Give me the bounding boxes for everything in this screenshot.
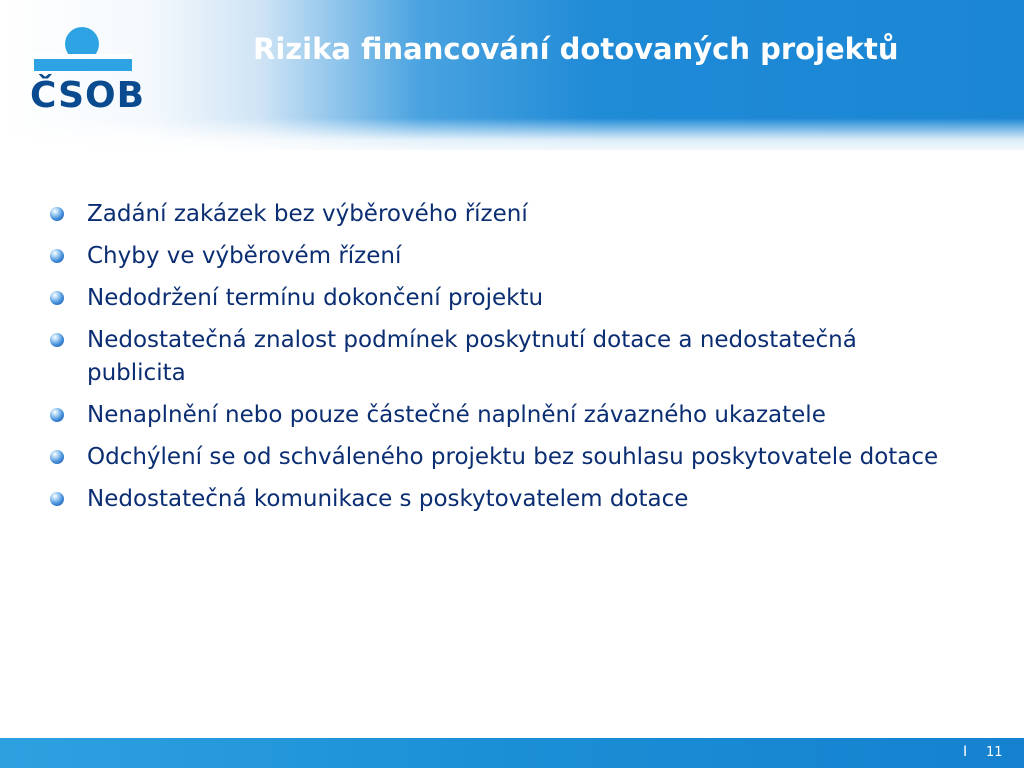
slide-content [50,198,950,525]
bullet-icon [50,492,64,506]
logo-text: ČSOB [30,75,146,116]
slide-title: Rizika financování dotovaných projektů [253,32,899,66]
bullet-text: Nenaplnění nebo pouze částečné naplnění závazného ukazatele [87,402,826,428]
footer-bar [0,738,1024,768]
bullet-item [50,198,950,231]
bullet-list [50,198,950,516]
bullet-item [50,399,950,432]
page-number: 11 [986,745,1003,760]
bullet-item [50,282,950,315]
bullet-icon [50,408,64,422]
csob-logo [20,18,146,116]
bullet-icon [50,333,64,347]
csob-logo-icon [20,18,140,78]
bullet-text: Nedodržení termínu dokončení projektu [87,285,544,311]
bullet-text: Nedostatečná znalost podmínek poskytnutí dotace a nedostatečná publicita [87,327,857,386]
bullet-icon [50,291,64,305]
bullet-item [50,240,950,273]
bullet-text: Chyby ve výběrovém řízení [87,243,402,269]
bullet-icon [50,249,64,263]
page-separator: I [963,744,968,760]
bullet-icon [50,450,64,464]
bullet-icon [50,207,64,221]
bullet-item [50,324,950,390]
bullet-text: Nedostatečná komunikace s poskytovatelem dotace [87,486,689,512]
header-fade [0,118,1024,158]
bullet-item [50,441,950,474]
bullet-text: Odchýlení se od schváleného projektu bez souhlasu poskytovatele dotace [87,444,939,470]
bullet-text: Zadání zakázek bez výběrového řízení [87,201,528,227]
bullet-item [50,483,950,516]
